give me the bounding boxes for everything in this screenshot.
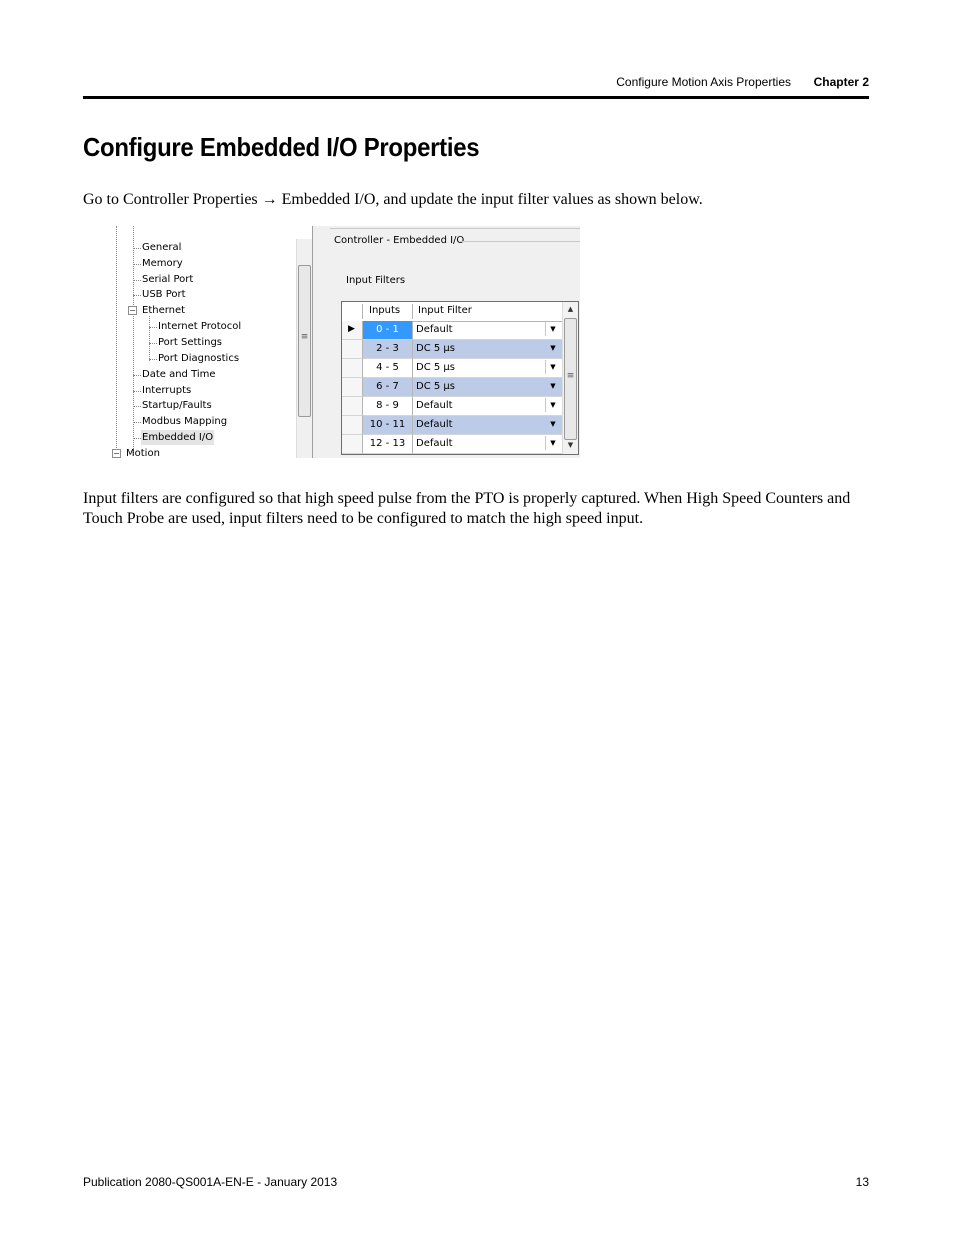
grid-row[interactable] xyxy=(342,378,562,397)
panel-title: Controller - Embedded I/O xyxy=(334,235,465,246)
input-filters-label: Input Filters xyxy=(346,275,406,286)
tree-item-label: Port Diagnostics xyxy=(158,353,240,364)
collapse-icon[interactable]: − xyxy=(129,306,136,315)
tree-item-label: Startup/Faults xyxy=(142,400,212,411)
grid-row[interactable] xyxy=(342,435,562,454)
tree-item-label: Internet Protocol xyxy=(158,321,242,332)
running-header-chapter: Chapter 2 xyxy=(813,75,869,89)
tree-connector xyxy=(116,226,117,458)
row-selector[interactable] xyxy=(342,397,363,416)
tree-item-label: General xyxy=(142,242,182,253)
dropdown-arrow-icon[interactable]: ▼ xyxy=(545,436,560,450)
tree-item-label: Port Settings xyxy=(158,337,223,348)
row-selector[interactable] xyxy=(342,359,363,378)
input-filter-dropdown[interactable] xyxy=(413,416,562,435)
header-rule xyxy=(83,96,869,99)
grid-row[interactable] xyxy=(342,321,562,340)
input-filter-dropdown[interactable] xyxy=(413,397,562,416)
tree-item-label: Memory xyxy=(142,258,183,269)
running-header-section: Configure Motion Axis Properties xyxy=(616,75,791,89)
dropdown-arrow-icon[interactable]: ▼ xyxy=(545,341,560,355)
row-selector[interactable] xyxy=(342,435,363,454)
input-filter-value: DC 5 µs xyxy=(416,381,455,392)
grid-scrollbar[interactable] xyxy=(562,302,578,454)
intro-paragraph: Go to Controller Properties → Embedded I/O, and update the input filter values as shown below. xyxy=(83,191,703,208)
grip-icon: ≡ xyxy=(300,332,309,342)
dropdown-arrow-icon[interactable]: ▼ xyxy=(545,322,560,336)
footer-page-number: 13 xyxy=(855,1175,869,1189)
row-selector[interactable] xyxy=(342,340,363,359)
inputs-cell[interactable]: 10 - 11 xyxy=(363,416,413,435)
grid-scroll-thumb[interactable] xyxy=(564,318,577,440)
input-filter-dropdown[interactable] xyxy=(413,340,562,359)
dropdown-arrow-icon[interactable]: ▼ xyxy=(545,398,560,412)
dropdown-arrow-icon[interactable]: ▼ xyxy=(545,360,560,374)
body-paragraph: Input filters are configured so that high speed pulse from the PTO is properly captured. When High Speed Counters and Touch Probe are used, input filters need to be configured to match the high speed input. xyxy=(83,490,851,527)
input-filter-value: Default xyxy=(416,324,453,335)
row-selector[interactable] xyxy=(342,378,363,397)
input-filter-dropdown[interactable] xyxy=(413,378,562,397)
input-filter-value: DC 5 µs xyxy=(416,362,455,373)
input-filter-value: Default xyxy=(416,438,453,449)
inputs-cell[interactable]: 0 - 1 xyxy=(363,321,413,340)
input-filter-dropdown[interactable] xyxy=(413,321,562,340)
dropdown-arrow-icon[interactable]: ▼ xyxy=(545,417,560,431)
controller-properties-screenshot xyxy=(100,226,580,458)
properties-tree xyxy=(100,226,313,458)
footer-publication: Publication 2080-QS001A-EN-E - January 2013 xyxy=(83,1175,338,1189)
column-header-input-filter[interactable]: Input Filter xyxy=(418,305,472,316)
scroll-down-icon[interactable]: ▼ xyxy=(567,441,574,449)
tree-item-label: Date and Time xyxy=(142,369,216,380)
input-filter-value: Default xyxy=(416,419,453,430)
grid-row[interactable] xyxy=(342,340,562,359)
inputs-cell[interactable]: 6 - 7 xyxy=(363,378,413,397)
inputs-cell[interactable]: 4 - 5 xyxy=(363,359,413,378)
tree-scrollbar[interactable] xyxy=(296,239,312,458)
tree-item-label: Modbus Mapping xyxy=(142,416,228,427)
grid-row[interactable] xyxy=(342,416,562,435)
tree-scroll-thumb[interactable] xyxy=(298,265,311,417)
dropdown-arrow-icon[interactable]: ▼ xyxy=(545,379,560,393)
page-title: Configure Embedded I/O Properties xyxy=(83,132,480,162)
grid-row[interactable] xyxy=(342,359,562,378)
inputs-cell[interactable]: 2 - 3 xyxy=(363,340,413,359)
panel-title-rule xyxy=(460,241,580,242)
inputs-cell[interactable]: 8 - 9 xyxy=(363,397,413,416)
current-row-icon: ▶ xyxy=(348,324,355,334)
panel-top-rule xyxy=(330,228,580,229)
row-selector[interactable] xyxy=(342,416,363,435)
tree-item-label: Ethernet xyxy=(142,305,186,316)
tree-item-label: Serial Port xyxy=(142,274,194,285)
tree-item-label: Interrupts xyxy=(142,385,192,396)
grid-header xyxy=(342,302,562,322)
input-filters-grid xyxy=(341,301,579,455)
column-header-inputs[interactable]: Inputs xyxy=(369,305,401,316)
tree-connector xyxy=(149,316,150,361)
tree-item-label: USB Port xyxy=(142,289,186,300)
input-filter-value: DC 5 µs xyxy=(416,343,455,354)
input-filter-dropdown[interactable] xyxy=(413,359,562,378)
collapse-icon[interactable]: − xyxy=(113,449,120,458)
inputs-cell[interactable]: 12 - 13 xyxy=(363,435,413,454)
input-filter-dropdown[interactable] xyxy=(413,435,562,454)
row-selector[interactable] xyxy=(342,321,363,340)
tree-item-label: Embedded I/O xyxy=(142,432,214,443)
input-filter-value: Default xyxy=(416,400,453,411)
scroll-up-icon[interactable]: ▲ xyxy=(567,305,574,313)
grid-row[interactable] xyxy=(342,397,562,416)
grip-icon: ≡ xyxy=(566,371,575,381)
tree-connector xyxy=(133,226,134,455)
tree-item-label: Motion xyxy=(126,448,160,458)
